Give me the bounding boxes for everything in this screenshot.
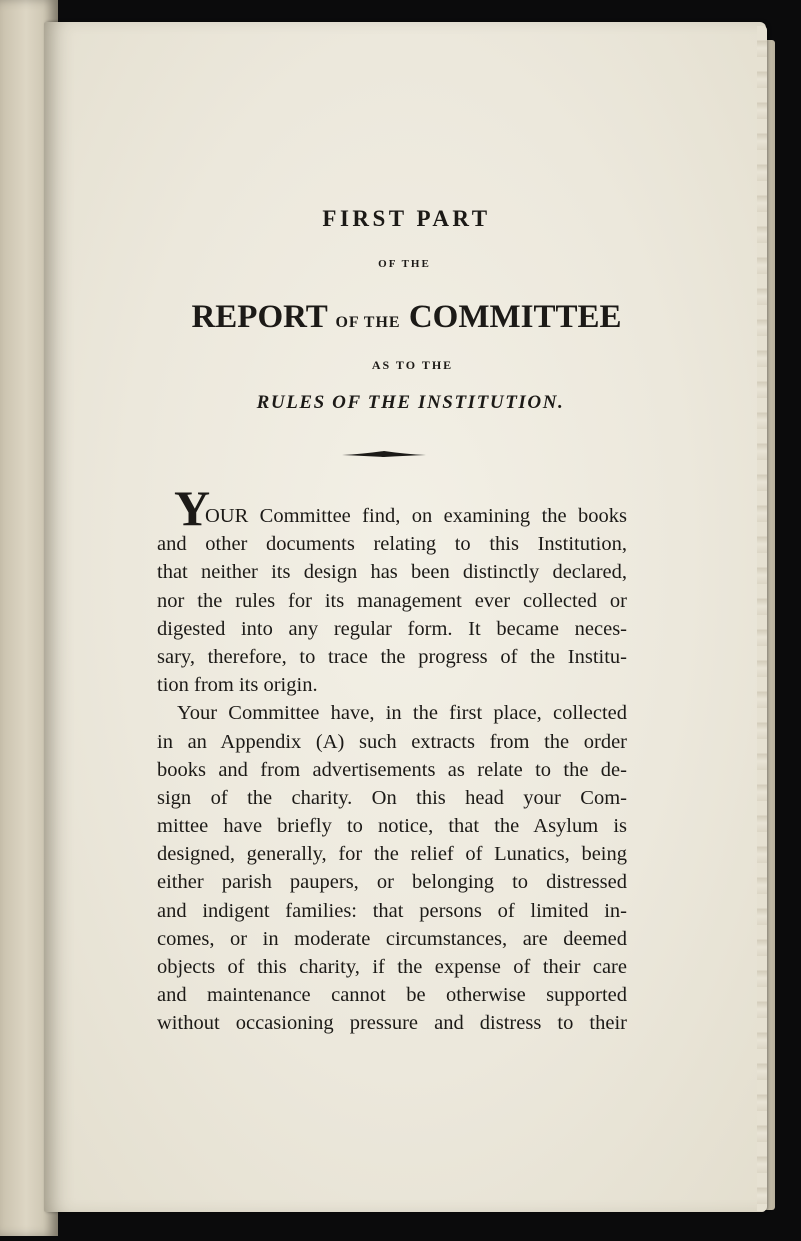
text-line: tion from its origin.: [157, 674, 318, 697]
text-line: and indigent families: that persons of limited in-: [157, 899, 627, 922]
heading-first-part: FIRST PART: [322, 206, 491, 231]
text-line: digested into any regular form. It became neces-: [157, 617, 627, 640]
heading-of-the-small: OF THE: [335, 314, 401, 331]
text-line: and maintenance cannot be otherwise supported: [157, 984, 627, 1007]
text-line: objects of this charity, if the expense of their care: [157, 956, 627, 978]
text-line: in an Appendix (A) such extracts from the order: [157, 730, 627, 753]
text-line: that neither its design has been distinctly declared,: [157, 561, 627, 584]
drop-cap: Y: [174, 480, 211, 536]
text-line: without occasioning pressure and distress to their: [157, 1012, 627, 1035]
text-line: Your Committee have, in the first place, collected: [177, 702, 627, 725]
heading-as-to-the: AS TO THE: [371, 358, 454, 372]
text-line: comes, or in moderate circumstances, are deemed: [157, 927, 627, 950]
heading-of-the: OF THE: [378, 258, 431, 270]
text-line: designed, generally, for the relief of Lunatics, being: [157, 843, 627, 866]
text-line: mittee have briefly to notice, that the Asylum is: [157, 815, 627, 838]
text-line: books and from advertisements as relate to the de-: [157, 758, 627, 781]
heading-rules-of-institution: RULES OF THE INSTITUTION.: [256, 392, 565, 413]
ornament-rule-icon: [342, 448, 426, 460]
heading-report: REPORT: [191, 299, 328, 335]
heading-report-of-the-committee: [0, 299, 801, 336]
text-line: and other documents relating to this Institution,: [157, 533, 627, 556]
heading-committee: COMMITTEE: [408, 299, 622, 335]
body-text: [157, 502, 627, 1038]
text-line: either parish paupers, or belonging to distressed: [157, 871, 627, 894]
text-line: sary, therefore, to trace the progress of the Institu-: [157, 645, 627, 668]
text-line: sign of the charity. On this head your Com-: [157, 786, 627, 809]
text-line: nor the rules for its management ever collected or: [157, 589, 627, 612]
text-line: OUR Committee find, on examining the books: [205, 505, 627, 527]
